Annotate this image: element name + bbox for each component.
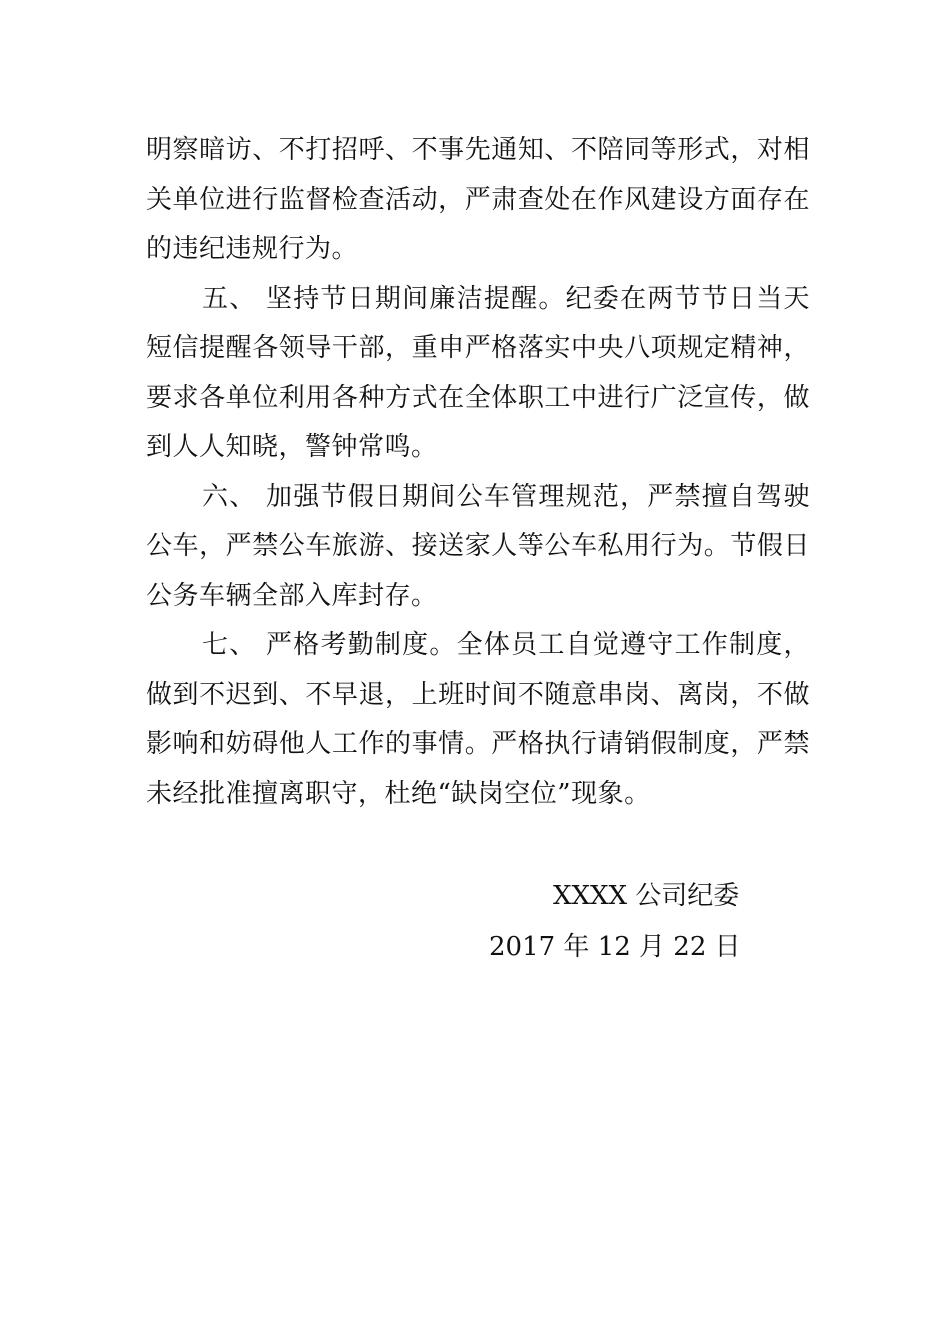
paragraph-continuation: 明察暗访、不打招呼、不事先通知、不陪同等形式，对相关单位进行监督检查活动，严肃查处在作风建设方面存在的违纪违规行为。 xyxy=(146,135,810,264)
document-body xyxy=(146,126,810,819)
paragraph-item-5: 五、 坚持节日期间廉洁提醒。纪委在两节节日当天短信提醒各领导干部，重申严格落实中央八项规定精神，要求各单位利用各种方式在全体职工中进行广泛宣传，做到人人知晓，警钟常鸣。 xyxy=(146,283,810,462)
paragraph-item-6: 六、 加强节假日期间公车管理规范，严禁擅自驾驶公车，严禁公车旅游、接送家人等公车私用行为。节假日公务车辆全部入库封存。 xyxy=(146,481,810,611)
paragraph-item-7: 七、 严格考勤制度。全体员工自觉遵守工作制度，做到不迟到、不早退，上班时间不随意串岗、离岗，不做影响和妨碍他人工作的事情。严格执行请销假制度，严禁未经批准擅离职守，杜绝“缺岗空位”现象。 xyxy=(146,630,810,809)
signature-organization: XXXX 公司纪委 xyxy=(553,881,740,911)
signature-date: 2017 年 12 月 22 日 xyxy=(489,932,741,962)
